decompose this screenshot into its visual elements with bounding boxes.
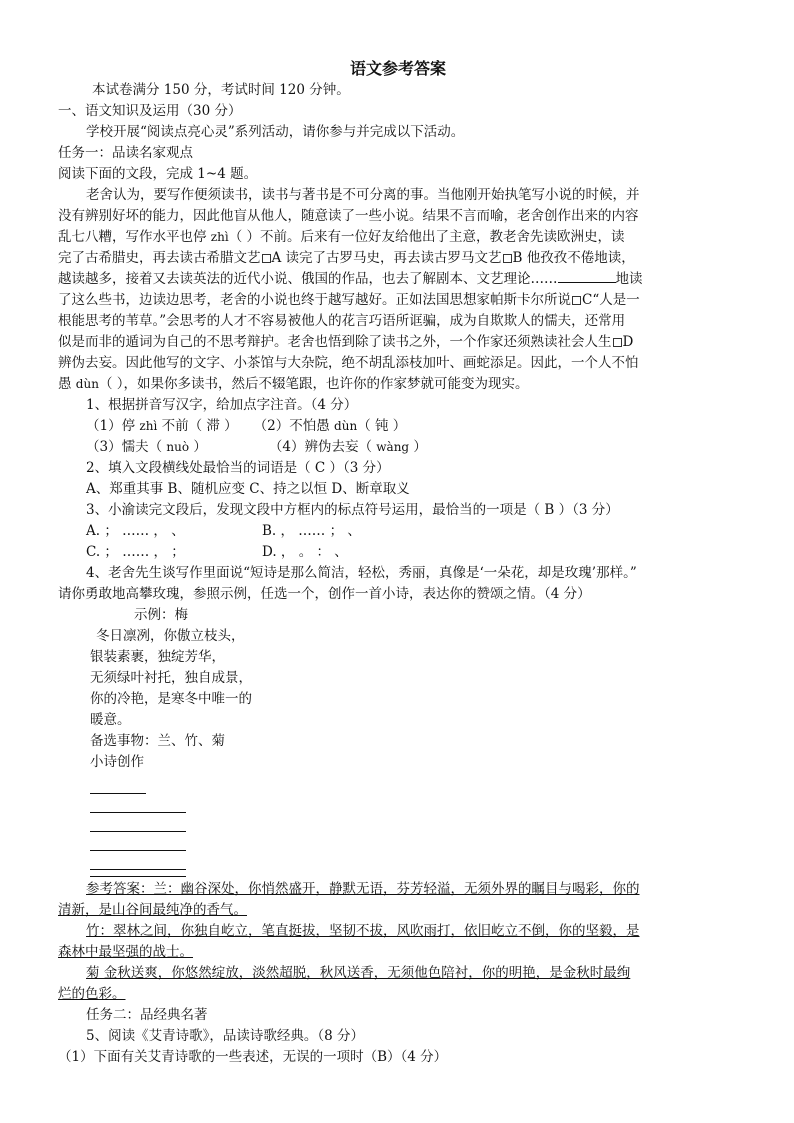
question-stem: 2、填入文段横线处最恰当的词语是（ C ）（3 分）	[86, 460, 390, 476]
passage-line: 愚 dùn（ ），如果你多读书，然后不辍笔跟，也许你的作家梦就可能变为现实。	[58, 376, 529, 392]
punctuation-box	[503, 254, 512, 263]
answer-line	[90, 794, 186, 813]
answer-line: 菊 金秋送爽，你悠然绽放，淡然超脱，秋风送香，无须他色陪衬，你的明艳，是金秋时最绚	[86, 965, 631, 981]
poem-line: 冬日凛冽，你傲立枝头，	[96, 628, 245, 644]
fill-blank	[558, 269, 616, 283]
section-heading: 一、语文知识及运用（30 分）	[58, 103, 242, 119]
poem-line: 无须绿叶衬托，独自成景，	[90, 670, 252, 686]
punctuation-box	[572, 296, 581, 305]
question-1	[58, 395, 738, 458]
example-label: 示例：梅	[134, 607, 188, 623]
section-description: 学校开展“阅读点亮心灵”系列活动，请你参与并完成以下活动。	[86, 124, 465, 140]
passage-line: 了这么些书，边读边思考，老舍的小说也终于越写越好。正如法国思想家帕斯卡尔所说 C“人是一	[58, 292, 640, 308]
passage-line: 辨伪去妄。因此他写的文字、小茶馆与大杂院，绝不胡乱添枝加叶、画蛇添足。因此，一个人不怕	[58, 355, 639, 371]
passage-line: 似是而非的遁词为自己的不思考辩护。老舍也悟到除了读书之外，一个作家还须熟读社会人生 D	[58, 334, 634, 350]
answer-line: 清新，是山谷间最纯净的香气。	[58, 902, 247, 918]
reference-answer	[58, 879, 738, 1005]
passage-line: 完了古希腊史，再去读古希腊文艺 A 读完了古罗马史，再去读古罗马文艺 B 他孜孜不倦地读，	[58, 250, 635, 266]
answer-line	[90, 870, 186, 877]
answer-line	[90, 851, 186, 870]
answer-line	[90, 832, 186, 851]
poem-line: 暖意。	[90, 712, 131, 728]
question-4	[58, 563, 738, 877]
create-label: 小诗创作	[90, 754, 144, 770]
task-heading: 任务二：品经典名著	[86, 1007, 208, 1023]
task-heading: 任务一：品读名家观点	[58, 145, 193, 161]
passage-line: 根能思考的苇草。”会思考的人才不容易被他人的花言巧语所诓骗，成为自欺欺人的懦夫，还常用	[58, 313, 626, 329]
question-stem: 3、小渝读完文段后，发现文段中方框内的标点符号运用，最恰当的一项是（ B ）（3 分）	[86, 502, 619, 518]
punctuation-box	[613, 338, 622, 347]
question-options: A. ； …… ， 、 B. ， …… ； 、	[86, 523, 361, 539]
question-answers: （1）停 zhì 不前（ 滞 ） （2）不怕愚 dùn（ 钝 ）	[86, 418, 407, 434]
document-page	[58, 58, 738, 1068]
passage-line: 没有辨别好坏的能力，因此他盲从他人，随意读了一些小说。结果不言而喻，老舍创作出来的内容	[58, 208, 639, 224]
reading-passage	[58, 185, 738, 395]
question-stem: 5、阅读《艾青诗歌》，品读诗歌经典。（8 分）	[86, 1028, 364, 1044]
passage-line: 老舍认为，要写作便须读书，读书与著书是不可分离的事。当他刚开始执笔写小说的时候，并	[86, 187, 640, 203]
answer-line: 参考答案：兰：幽谷深处，你悄然盛开，静默无语，芬芳轻溢，无须外界的瞩目与喝彩，你的	[86, 881, 640, 897]
question-stem: 请你勇敢地高攀玫瑰，参照示例，任选一个，创作一首小诗，表达你的赞颂之情。（4 分）	[58, 586, 591, 602]
question-2	[58, 458, 738, 500]
answer-line	[90, 813, 186, 832]
question-stem: 4、老舍先生谈写作里面说“短诗是那么简洁，轻松，秀丽，真像是‘一朵花，却是玫瑰’那样。”	[86, 565, 637, 581]
answer-line: 竹：翠林之间，你独自屹立，笔直挺拔，坚韧不拔，风吹雨打，依旧屹立不倒，你的坚毅，是	[86, 923, 640, 939]
passage-line: 乱七八糟，写作水平也停 zhì（ ）不前。后来有一位好友给他出了主意，教老舍先读欧洲史，读	[58, 229, 625, 245]
poem-line: 你的冷艳，是寒冬中唯一的	[90, 691, 252, 707]
exam-intro: 本试卷满分 150 分，考试时间 120 分钟。	[92, 82, 350, 98]
choices-line: 备选事物：兰、竹、菊	[90, 733, 225, 749]
question-options: A、郑重其事 B、随机应变 C、持之以恒 D、断章取义	[86, 481, 410, 497]
poem-line: 银装素裹，独绽芳华，	[90, 649, 225, 665]
question-3	[58, 500, 738, 563]
task-description: 阅读下面的文段，完成 1~4 题。	[58, 166, 258, 182]
page-title: 语文参考答案	[349, 59, 446, 78]
question-stem: 1、根据拼音写汉字，给加点字注音。（4 分）	[86, 397, 358, 413]
question-stem: （1）下面有关艾青诗歌的一些表述，无误的一项时（B）（4 分）	[58, 1049, 448, 1065]
question-answers: （3）懦夫（ nuò ） （4）辨伪去妄（ wàng ）	[86, 439, 427, 455]
pinyin: dùn	[75, 377, 99, 391]
answer-line: 烂的色彩。	[58, 986, 126, 1002]
answer-line: 森林中最坚强的战士。	[58, 944, 193, 960]
pinyin: zhì	[210, 230, 229, 244]
passage-line: 越读越多，接着又去读英法的近代小说、俄国的作品，也去了解剧本、文艺理论…… 地读	[58, 271, 643, 287]
answer-line	[90, 775, 146, 794]
question-options: C. ； …… ， ； D. ， 。 ： 、	[86, 544, 348, 560]
answer-lines	[58, 773, 738, 877]
punctuation-box	[262, 254, 271, 263]
